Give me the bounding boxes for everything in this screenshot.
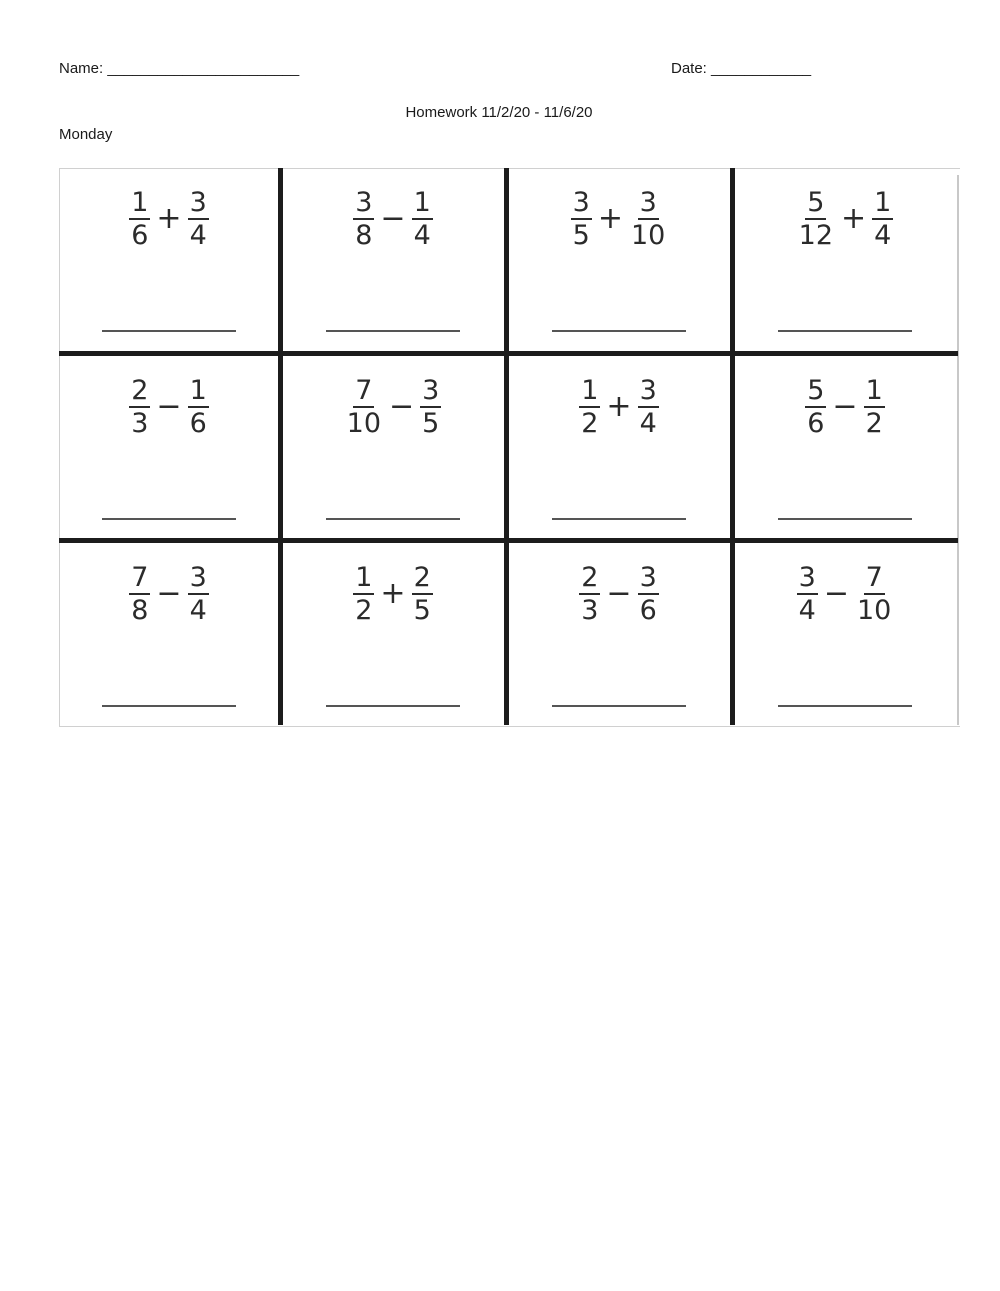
fraction [638,563,659,625]
fraction [864,376,885,438]
denominator: 6 [131,220,149,251]
numerator: 2 [413,562,431,593]
fraction-expression [283,188,503,250]
fraction [129,563,150,625]
fraction-expression [59,563,279,625]
fraction [797,188,835,250]
fraction [188,563,209,625]
operator: − [380,201,406,236]
denominator: 4 [413,220,431,251]
denominator: 6 [807,408,825,439]
fraction [855,563,893,625]
fraction-expression [735,563,955,625]
fraction [579,376,600,438]
denominator: 5 [572,220,590,251]
numerator: 3 [189,562,207,593]
numerator: 3 [189,187,207,218]
day-label: Monday [59,126,113,143]
denominator: 8 [131,595,149,626]
date-field-label: Date: ____________ [671,60,812,77]
denominator: 2 [355,595,373,626]
fraction-expression [59,188,279,250]
problem-cell [283,168,503,354]
grid-divider-vertical [730,168,735,725]
operator: − [156,389,182,424]
denominator: 2 [865,408,883,439]
fraction-expression [283,376,503,438]
numerator: 3 [355,187,373,218]
name-field-label: Name: _______________________ [59,60,300,77]
numerator: 3 [572,187,590,218]
operator: + [380,576,406,611]
numerator: 1 [355,562,373,593]
answer-blank[interactable] [778,518,912,520]
denominator: 6 [189,408,207,439]
numerator: 5 [807,375,825,406]
grid-divider-vertical [504,168,509,725]
numerator: 1 [865,375,883,406]
operator: + [597,201,623,236]
fraction [353,188,374,250]
denominator: 4 [874,220,892,251]
answer-blank[interactable] [552,518,686,520]
denominator: 12 [798,220,834,251]
grid-right-edge [957,175,959,725]
problem-cell [283,356,503,542]
fraction-expression [735,376,955,438]
answer-blank[interactable] [326,330,460,332]
operator: − [389,389,415,424]
denominator: 5 [422,408,440,439]
operator: − [606,576,632,611]
numerator: 3 [639,187,657,218]
fraction-expression [509,188,729,250]
fraction-expression [59,376,279,438]
numerator: 1 [874,187,892,218]
operator: − [832,389,858,424]
fraction [129,188,150,250]
problem-cell [735,356,955,542]
denominator: 4 [639,408,657,439]
fraction [420,376,441,438]
fraction [188,188,209,250]
denominator: 6 [639,595,657,626]
answer-blank[interactable] [102,330,236,332]
fraction [797,563,818,625]
numerator: 3 [798,562,816,593]
denominator: 4 [189,220,207,251]
fraction [412,563,433,625]
grid-divider-horizontal [59,351,958,356]
answer-blank[interactable] [102,705,236,707]
answer-blank[interactable] [552,330,686,332]
numerator: 7 [131,562,149,593]
problem-cell [509,356,729,542]
fraction [579,563,600,625]
grid-divider-vertical [278,168,283,725]
problem-cell [509,168,729,354]
operator: + [606,389,632,424]
problem-cell [283,543,503,729]
denominator: 3 [131,408,149,439]
numerator: 2 [581,562,599,593]
denominator: 4 [189,595,207,626]
denominator: 10 [630,220,666,251]
denominator: 10 [856,595,892,626]
page-title: Homework 11/2/20 - 11/6/20 [405,104,593,121]
denominator: 5 [413,595,431,626]
numerator: 2 [131,375,149,406]
answer-blank[interactable] [552,705,686,707]
denominator: 3 [581,595,599,626]
fraction [805,376,826,438]
problem-cell [509,543,729,729]
fraction [571,188,592,250]
fraction-expression [509,376,729,438]
numerator: 1 [581,375,599,406]
operator: + [841,201,867,236]
fraction-expression [509,563,729,625]
numerator: 1 [189,375,207,406]
fraction [638,376,659,438]
fraction [345,376,383,438]
fraction [129,376,150,438]
fraction [412,188,433,250]
operator: − [823,576,849,611]
fraction [872,188,893,250]
answer-blank[interactable] [326,518,460,520]
denominator: 4 [798,595,816,626]
fraction [353,563,374,625]
fraction [629,188,667,250]
numerator: 5 [807,187,825,218]
operator: − [156,576,182,611]
numerator: 3 [639,562,657,593]
numerator: 3 [422,375,440,406]
answer-blank[interactable] [778,705,912,707]
denominator: 2 [581,408,599,439]
grid-divider-horizontal [59,538,958,543]
answer-blank[interactable] [102,518,236,520]
answer-blank[interactable] [778,330,912,332]
numerator: 3 [639,375,657,406]
numerator: 7 [355,375,373,406]
fraction-expression [283,563,503,625]
problem-cell [59,356,279,542]
fraction [188,376,209,438]
problem-cell [59,543,279,729]
fraction-expression [735,188,955,250]
operator: + [156,201,182,236]
denominator: 10 [346,408,382,439]
answer-blank[interactable] [326,705,460,707]
problem-cell [735,168,955,354]
numerator: 1 [131,187,149,218]
problem-cell [735,543,955,729]
denominator: 8 [355,220,373,251]
problem-cell [59,168,279,354]
numerator: 1 [413,187,431,218]
numerator: 7 [865,562,883,593]
